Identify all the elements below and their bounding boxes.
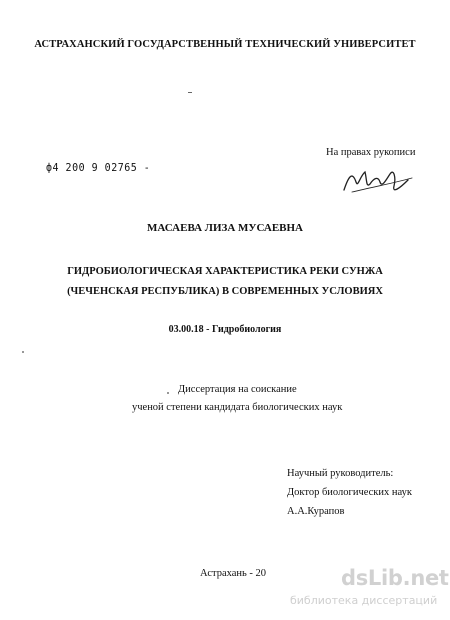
watermark-tagline: библиотека диссертаций <box>290 594 438 607</box>
manuscript-rights-label: На правах рукописи <box>326 147 416 158</box>
supervisor-name: А.А.Курапов <box>287 506 345 517</box>
dissertation-type-line-2: ученой степени кандидата биологических наук <box>132 402 343 413</box>
scan-speck <box>167 392 169 394</box>
city-year: Астрахань - 20 <box>200 568 267 579</box>
scan-speck <box>22 351 24 353</box>
dissertation-title-line-1: ГИДРОБИОЛОГИЧЕСКАЯ ХАРАКТЕРИСТИКА РЕКИ СУНЖА <box>67 266 383 277</box>
specialty-code: 03.00.18 - Гидробиология <box>168 324 282 335</box>
dissertation-title-line-2: (ЧЕЧЕНСКАЯ РЕСПУБЛИКА) В СОВРЕМЕННЫХ УСЛОВИЯХ <box>67 286 383 297</box>
university-name: АСТРАХАНСКИЙ ГОСУДАРСТВЕННЫЙ ТЕХНИЧЕСКИЙ УНИВЕРСИТЕТ <box>34 39 416 50</box>
author-name: МАСАЕВА ЛИЗА МУСАЕВНА <box>146 222 303 234</box>
handwritten-signature <box>338 158 418 202</box>
supervisor-label: Научный руководитель: <box>287 468 394 479</box>
archive-stamp-code: ф4 200 9 02765 - <box>46 162 151 175</box>
supervisor-degree: Доктор биологических наук <box>287 487 412 498</box>
dissertation-type-line-1: Диссертация на соискание <box>178 384 297 395</box>
watermark-logo: dsLib.net <box>341 566 449 590</box>
divider-mark <box>188 92 192 93</box>
